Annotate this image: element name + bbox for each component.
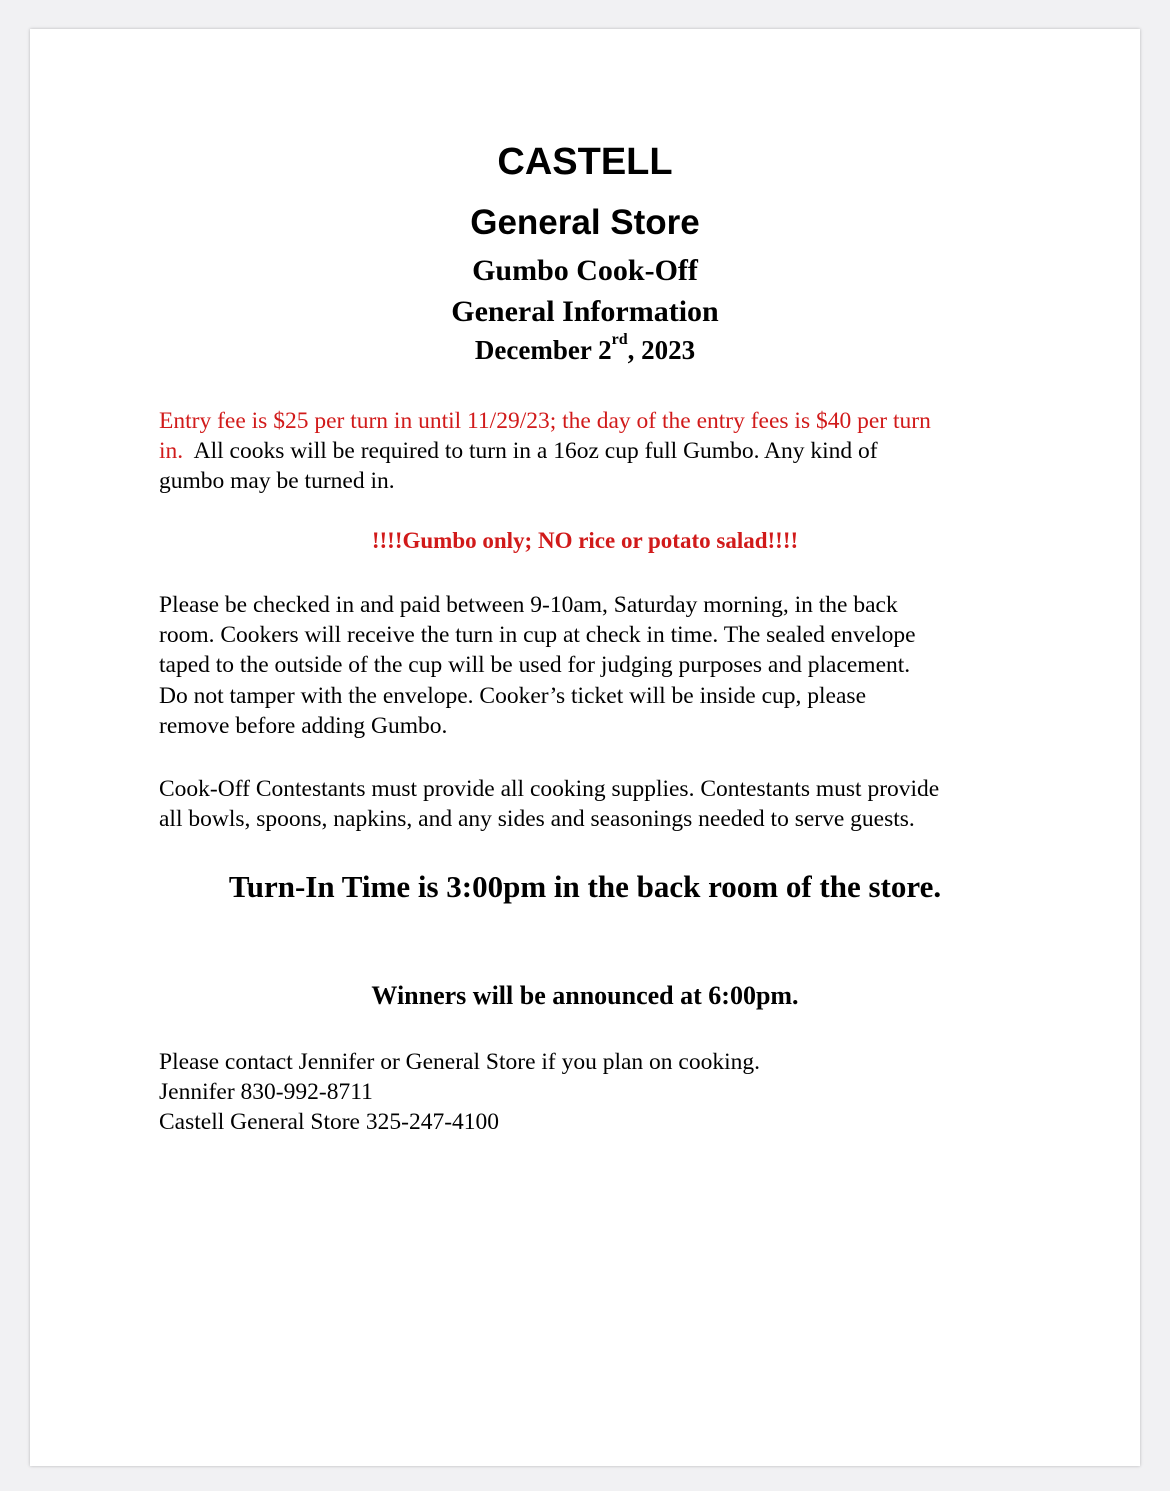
checkin-line: Please be checked in and paid between 9-10am, Saturday morning, in the back bbox=[159, 592, 898, 618]
info-heading: General Information bbox=[451, 295, 719, 328]
contact-phone-jennifer: Jennifer 830-992-8711 bbox=[159, 1079, 373, 1106]
entry-fee-red-fragment: in. bbox=[159, 438, 184, 465]
checkin-line: taped to the outside of the cup will be used for judging purposes and placement. bbox=[159, 652, 911, 679]
contact-paragraph bbox=[159, 1047, 1011, 1138]
document-page bbox=[30, 29, 1140, 1466]
event-date bbox=[159, 331, 1011, 366]
checkin-line: remove before adding Gumbo. bbox=[159, 712, 448, 739]
entry-fee-line-1: Entry fee is $25 per turn in until 11/29/23; the day of the entry fees is $40 per turn bbox=[159, 408, 931, 434]
checkin-paragraph bbox=[159, 590, 1011, 741]
turn-in-time: Turn-In Time is 3:00pm in the back room of the store. bbox=[228, 869, 942, 904]
date-prefix: December 2 bbox=[474, 335, 612, 365]
entry-fee-paragraph bbox=[159, 406, 1011, 497]
winners-announcement: Winners will be announced at 6:00pm. bbox=[371, 981, 799, 1010]
date-suffix: , 2023 bbox=[627, 335, 696, 365]
document-title: CASTELL bbox=[497, 141, 673, 183]
entry-fee-line-3: gumbo may be turned in. bbox=[159, 468, 395, 495]
supplies-line: all bowls, spoons, napkins, and any sides and seasonings needed to serve guests. bbox=[159, 806, 915, 833]
contact-phone-store: Castell General Store 325-247-4100 bbox=[159, 1109, 500, 1136]
contact-line: Please contact Jennifer or General Store if you plan on cooking. bbox=[159, 1049, 761, 1075]
checkin-line: room. Cookers will receive the turn in cup at check in time. The sealed envelope bbox=[159, 622, 916, 649]
entry-fee-line-2 bbox=[159, 436, 1011, 466]
event-name: Gumbo Cook-Off bbox=[472, 254, 698, 287]
entry-fee-black-fragment: All cooks will be required to turn in a 16oz cup full Gumbo. Any kind of bbox=[183, 438, 878, 465]
gumbo-only-warning: !!!!Gumbo only; NO rice or potato salad!!!! bbox=[371, 528, 799, 553]
supplies-line: Cook-Off Contestants must provide all cooking supplies. Contestants must provide bbox=[159, 776, 940, 802]
supplies-paragraph bbox=[159, 774, 1011, 834]
date-ordinal: rd bbox=[611, 331, 628, 348]
checkin-line: Do not tamper with the envelope. Cooker’s ticket will be inside cup, please bbox=[159, 682, 866, 709]
document-subtitle: General Store bbox=[470, 203, 700, 242]
